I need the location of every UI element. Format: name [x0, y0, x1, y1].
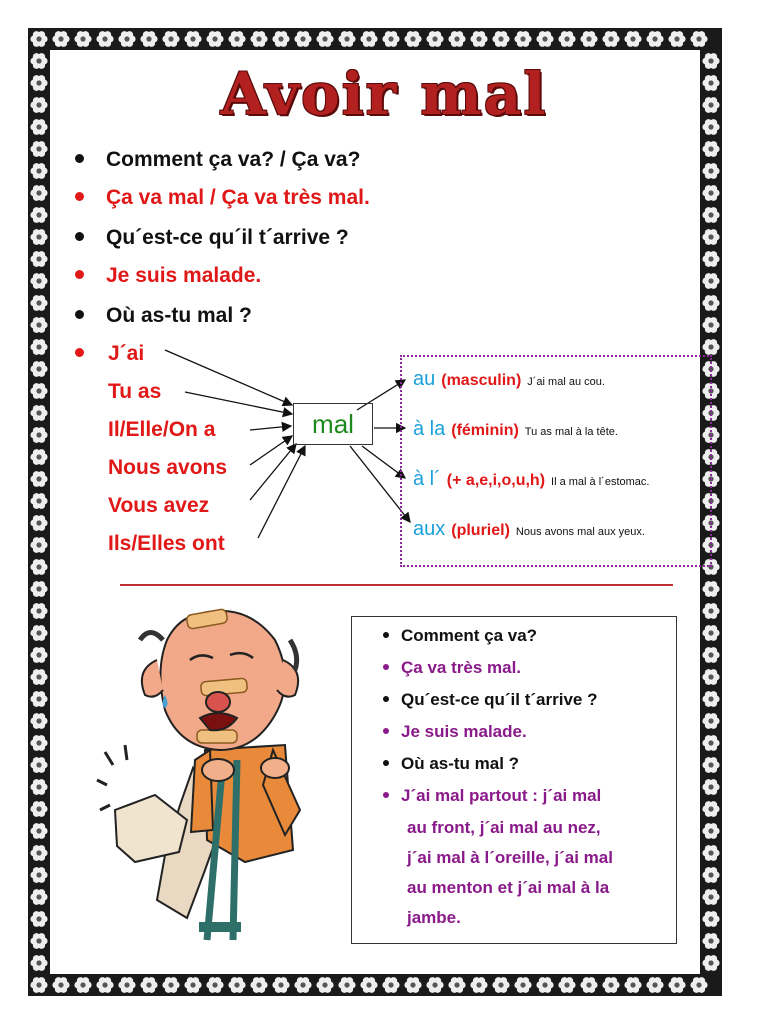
preposition-word: au [413, 368, 436, 390]
preposition-example: Il a mal à l´estomac. [551, 476, 650, 488]
subject-ils-elles-ont: Ils/Elles ont [108, 532, 225, 555]
preposition-word: aux [413, 518, 446, 540]
preposition-gender: (+ a,e,i,o,u,h) [446, 472, 546, 489]
preposition-gender: (pluriel) [451, 522, 510, 539]
dialog-continuation-1: au front, j´ai mal au nez, [407, 818, 601, 837]
dialog-text: Comment ça va? [401, 626, 538, 645]
question-text: Où as-tu mal ? [106, 304, 252, 327]
subject-vous-avez: Vous avez [108, 494, 210, 517]
preposition-example: J´ai mal au cou. [527, 376, 605, 388]
dialog-continuation-4: jambe. [407, 908, 461, 927]
preposition-example: Tu as mal à la tête. [524, 426, 618, 438]
subject-jai: J´ai [108, 342, 145, 365]
question-text: Je suis malade. [106, 264, 262, 287]
bullet-icon [383, 696, 389, 702]
dialog-continuation-3: au menton et j´ai mal à la [407, 878, 610, 897]
dialog-line-4 [383, 722, 527, 742]
preposition-gender: (masculin) [441, 372, 522, 389]
subject-il-elle-on-a: Il/Elle/On a [108, 418, 216, 441]
dialog-line-2 [383, 658, 521, 678]
bullet-icon [383, 792, 389, 798]
question-text: Qu´est-ce qu´il t´arrive ? [106, 226, 349, 249]
bullet-icon [383, 664, 389, 670]
bullet-icon [383, 632, 389, 638]
preposition-example: Nous avons mal aux yeux. [515, 526, 645, 538]
dialog-text: Qu´est-ce qu´il t´arrive ? [401, 690, 598, 709]
dialog-line-5 [383, 754, 519, 774]
dialog-text: Ça va très mal. [401, 658, 522, 677]
question-text: Comment ça va? / Ça va? [106, 148, 361, 171]
preposition-au [413, 368, 605, 391]
dialog-line-6 [383, 786, 601, 806]
preposition-gender: (féminin) [451, 422, 519, 439]
subject-tu-as: Tu as [108, 380, 162, 403]
dialog-continuation-2: j´ai mal à l´oreille, j´ai mal [407, 848, 613, 867]
preposition-aux [413, 518, 645, 541]
dialog-text: Où as-tu mal ? [401, 754, 520, 773]
bullet-icon [383, 728, 389, 734]
subject-nous-avons: Nous avons [108, 456, 228, 479]
mal-box: mal [293, 403, 373, 445]
page-title: Avoir mal [220, 60, 548, 128]
dialog-line-3 [383, 690, 597, 710]
question-text: Ça va mal / Ça va très mal. [106, 186, 370, 209]
preposition-a-l [413, 468, 649, 491]
dialog-line-1 [383, 626, 537, 646]
section-divider [120, 584, 673, 586]
preposition-word: à la [413, 418, 446, 440]
sick-man-illustration [95, 600, 320, 945]
bullet-icon [383, 760, 389, 766]
dialog-text: Je suis malade. [401, 722, 527, 741]
preposition-a-la [413, 418, 618, 441]
dialog-text: J´ai mal partout : j´ai mal [401, 786, 602, 805]
preposition-word: à l´ [413, 468, 441, 490]
